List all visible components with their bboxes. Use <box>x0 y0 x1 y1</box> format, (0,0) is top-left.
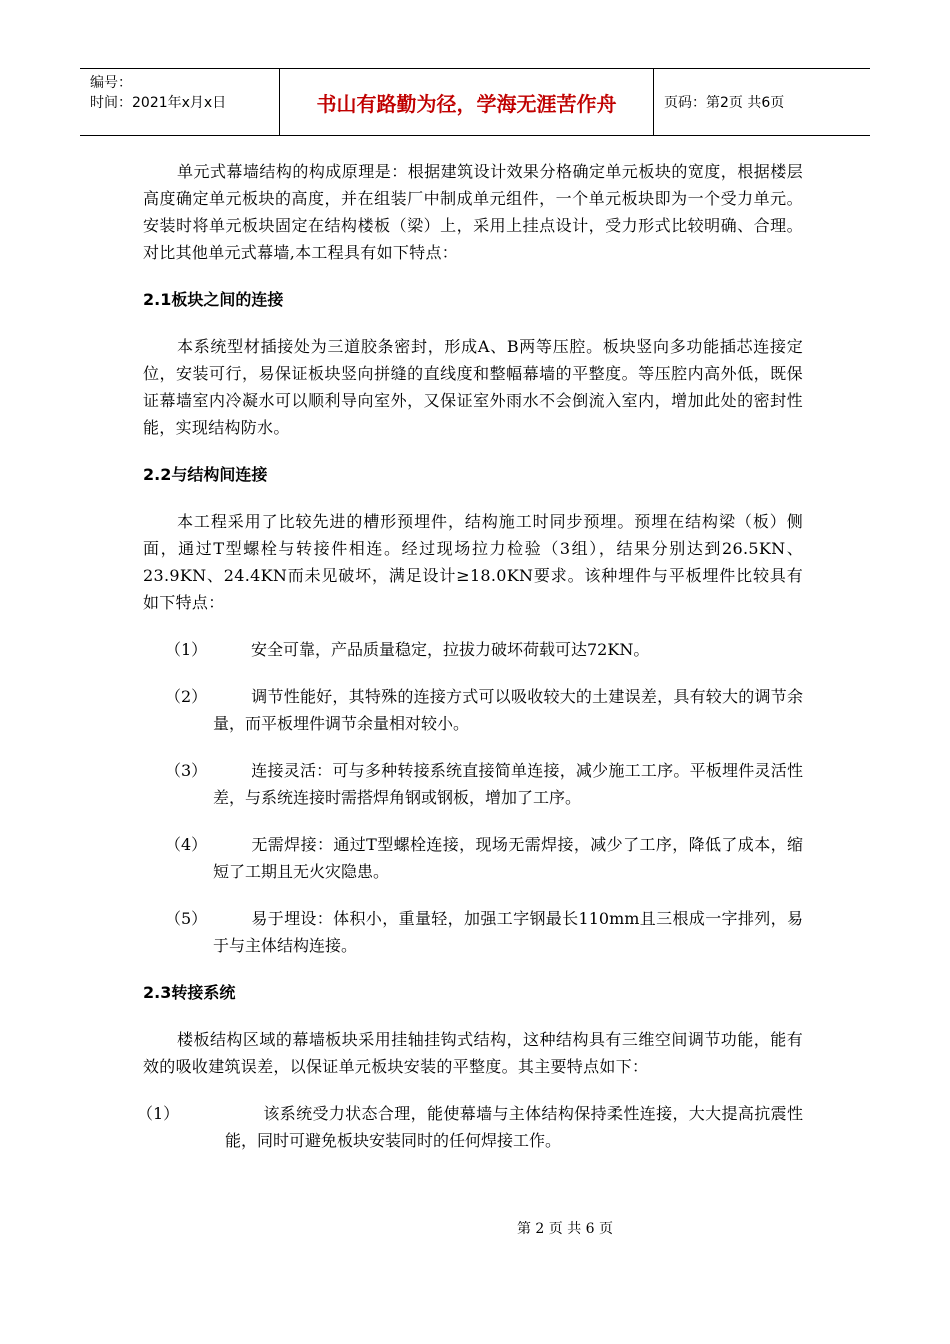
list-item-text: 易于埋设：体积小，重量轻，加强工字钢最长110mm且三根成一字排列，易于与主体结构连接。 <box>213 909 803 955</box>
header-page-info: 页码：第2页 共6页 <box>664 95 785 111</box>
list-item-number: （2） <box>165 687 208 706</box>
document-body <box>137 158 803 1174</box>
section-body-2-3: 楼板结构区域的幕墙板块采用挂轴挂钩式结构，这种结构具有三维空间调节功能，能有效的吸收建筑误差，以保证单元板块安装的平整度。其主要特点如下： <box>143 1030 803 1076</box>
page-header <box>80 68 870 136</box>
list-item-text: 调节性能好，其特殊的连接方式可以吸收较大的土建误差，具有较大的调节余量，而平板埋件调节余量相对较小。 <box>213 687 803 733</box>
list-item-number: （3） <box>165 761 208 780</box>
list-item-text: 连接灵活：可与多种转接系统直接简单连接，减少施工工序。平板埋件灵活性差，与系统连接时需搭焊角钢或钢板，增加了工序。 <box>213 761 803 807</box>
header-meta <box>80 69 280 135</box>
list-item-number: （4） <box>165 835 208 854</box>
list-item <box>143 905 803 959</box>
code-label: 编号： <box>90 75 132 91</box>
list-item-text: 该系统受力状态合理，能使幕墙与主体结构保持柔性连接，大大提高抗震性能，同时可避免板块安装同时的任何焊接工作。 <box>225 1104 803 1150</box>
header-motto: 书山有路勤为径，学海无涯苦作舟 <box>280 69 654 135</box>
list-item <box>143 683 803 737</box>
section-title-2-2: 2.2与结构间连接 <box>143 465 268 484</box>
intro-paragraph: 单元式幕墙结构的构成原理是：根据建筑设计效果分格确定单元板块的宽度，根据楼层高度确定单元板块的高度，并在组装厂中制成单元组件，一个单元板块即为一个受力单元。安装时将单元板块固定在结构楼板（梁）上，采用上挂点设计，受力形式比较明确、合理。对比其他单元式幕墙,本工程具有如下特点： <box>143 162 803 262</box>
list-item <box>143 831 803 885</box>
section-title-2-3: 2.3转接系统 <box>143 983 236 1002</box>
time-label: 时间：2021年x月x日 <box>90 95 227 111</box>
list-item <box>129 1100 803 1154</box>
list-item-text: 无需焊接：通过T型螺栓连接，现场无需焊接，减少了工序，降低了成本，缩短了工期且无火灾隐患。 <box>213 835 803 881</box>
list-item <box>143 757 803 811</box>
list-item-number: （1） <box>137 1104 180 1123</box>
list-item <box>143 636 803 663</box>
list-item-text: 安全可靠，产品质量稳定，拉拔力破坏荷载可达72KN。 <box>251 640 650 659</box>
page-footer: 第 2 页 共 6 页 <box>516 1221 614 1237</box>
section-body-2-2: 本工程采用了比较先进的槽形预埋件，结构施工时同步预埋。预埋在结构梁（板）侧面，通过T型螺栓与转接件相连。经过现场拉力检验（3组），结果分别达到26.5KN、23.9KN、24.4KN而未见破坏，满足设计≥18.0KN要求。该种埋件与平板埋件比较具有如下特点： <box>143 512 803 612</box>
list-item-number: （5） <box>165 909 208 928</box>
list-item-number: （1） <box>165 640 208 659</box>
section-body-2-1: 本系统型材插接处为三道胶条密封，形成A、B两等压腔。板块竖向多功能插芯连接定位，安装可行，易保证板块竖向拼缝的直线度和整幅幕墙的平整度。等压腔内高外低，既保证幕墙室内冷凝水可以顺利导向室外，又保证室外雨水不会倒流入室内，增加此处的密封性能，实现结构防水。 <box>143 337 803 437</box>
section-title-2-1: 2.1板块之间的连接 <box>143 290 284 309</box>
